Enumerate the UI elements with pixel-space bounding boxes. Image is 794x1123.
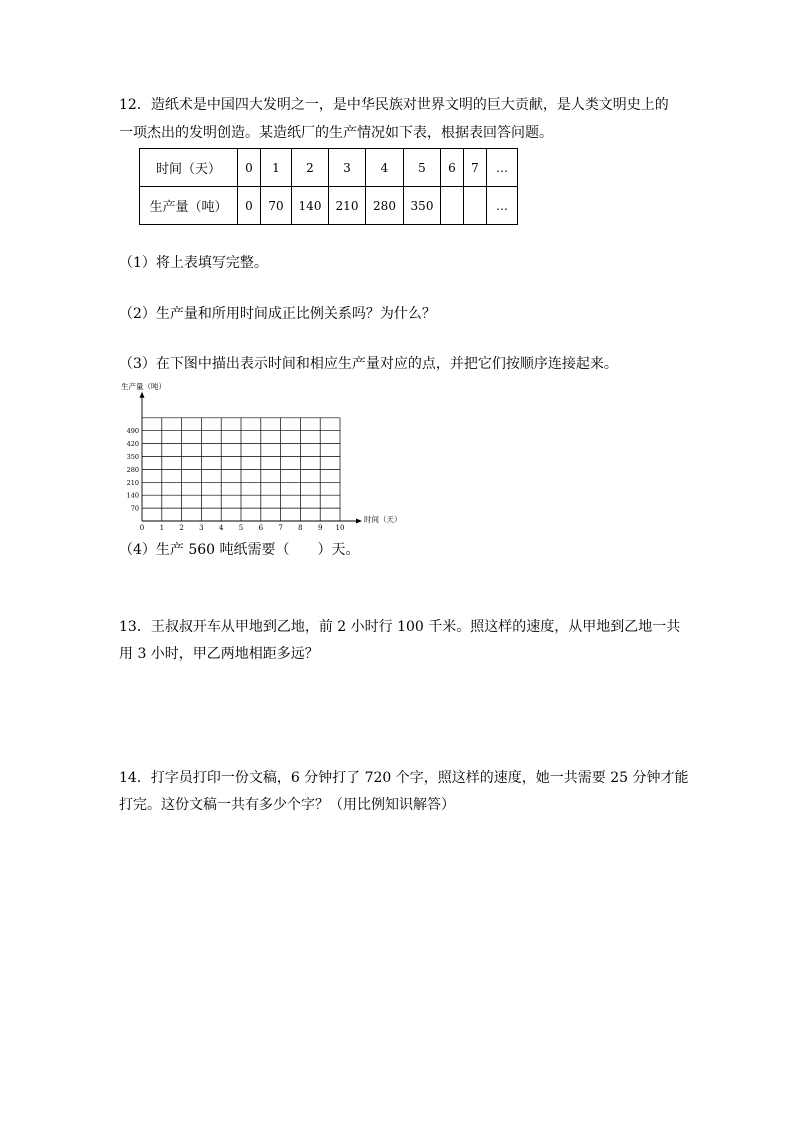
table-cell: 0: [238, 149, 261, 187]
q14-line-1: 14．打字员打印一份文稿，6 分钟打了 720 个字，照这样的速度，她一共需要 25 分钟才能: [119, 770, 689, 786]
x-axis-label: 时间（天）: [364, 515, 402, 524]
q14-line-2: 打完。这份文稿一共有多少个字？（用比例知识解答）: [119, 797, 455, 813]
y-axis-arrow: [140, 392, 145, 398]
production-table: [139, 148, 518, 225]
q13-line-1: 13．王叔叔开车从甲地到乙地，前 2 小时行 100 千米。照这样的速度，从甲地到乙地一共: [119, 619, 681, 635]
y-tick-label: 280: [126, 465, 139, 474]
y-axis-label: 生产量（吨）: [121, 381, 166, 391]
table-cell: 350: [404, 187, 441, 225]
x-tick-label: 7: [278, 524, 283, 532]
q12-line-2: 一项杰出的发明创造。某造纸厂的生产情况如下表，根据表回答问题。: [119, 125, 553, 141]
x-tick-label: 0: [139, 524, 145, 532]
table-cell: 5: [404, 149, 441, 187]
x-tick-label: 2: [179, 524, 184, 532]
table-cell: 7: [464, 149, 487, 187]
y-tick-label: 140: [126, 491, 139, 500]
x-tick-label: 4: [218, 524, 224, 532]
table-cell: 140: [292, 187, 329, 225]
q12-part-2: （2）生产量和所用时间成正比例关系吗？为什么？: [119, 306, 436, 322]
y-tick-label: 350: [126, 453, 139, 461]
production-graph[interactable]: [110, 378, 420, 538]
x-tick-label: 8: [298, 524, 303, 532]
table-cell: …: [487, 187, 518, 225]
table-cell: …: [487, 149, 518, 187]
y-tick-label: 210: [126, 478, 139, 487]
table-header-time: 时间（天）: [140, 149, 238, 187]
x-tick-label: 1: [159, 524, 165, 532]
q12-part-3: （3）在下图中描出表示时间和相应生产量对应的点，并把它们按顺序连接起来。: [119, 356, 618, 372]
table-row-output: [140, 187, 518, 225]
x-tick-label: 9: [317, 524, 323, 532]
table-cell: 70: [261, 187, 292, 225]
x-axis-arrow: [356, 519, 362, 524]
x-tick-label: 10: [335, 524, 345, 532]
table-header-output: 生产量（吨）: [140, 187, 238, 225]
y-tick-label: 420: [126, 440, 139, 449]
y-tick-label: 490: [126, 427, 139, 436]
table-cell: 1: [261, 149, 292, 187]
x-tick-label: 3: [199, 524, 204, 532]
q13-line-2: 用 3 小时，甲乙两地相距多远？: [119, 646, 319, 662]
table-cell: 210: [329, 187, 366, 225]
table-cell: 3: [329, 149, 366, 187]
x-tick-label: 5: [238, 524, 244, 532]
table-cell-blank[interactable]: [441, 187, 464, 225]
table-row-time: [140, 149, 518, 187]
table-cell: 6: [441, 149, 464, 187]
y-tick-label: 70: [130, 504, 139, 513]
table-cell: 0: [238, 187, 261, 225]
q12-part-1: （1）将上表填写完整。: [119, 255, 268, 271]
table-cell: 4: [366, 149, 404, 187]
q12-line-1: 12．造纸术是中国四大发明之一，是中华民族对世界文明的巨大贡献，是人类文明史上的: [119, 97, 669, 113]
table-cell: 2: [292, 149, 329, 187]
table-cell-blank[interactable]: [464, 187, 487, 225]
x-tick-label: 6: [258, 524, 264, 532]
q12-part-4: （4）生产 560 吨纸需要（ ）天。: [119, 542, 360, 558]
table-cell: 280: [366, 187, 404, 225]
